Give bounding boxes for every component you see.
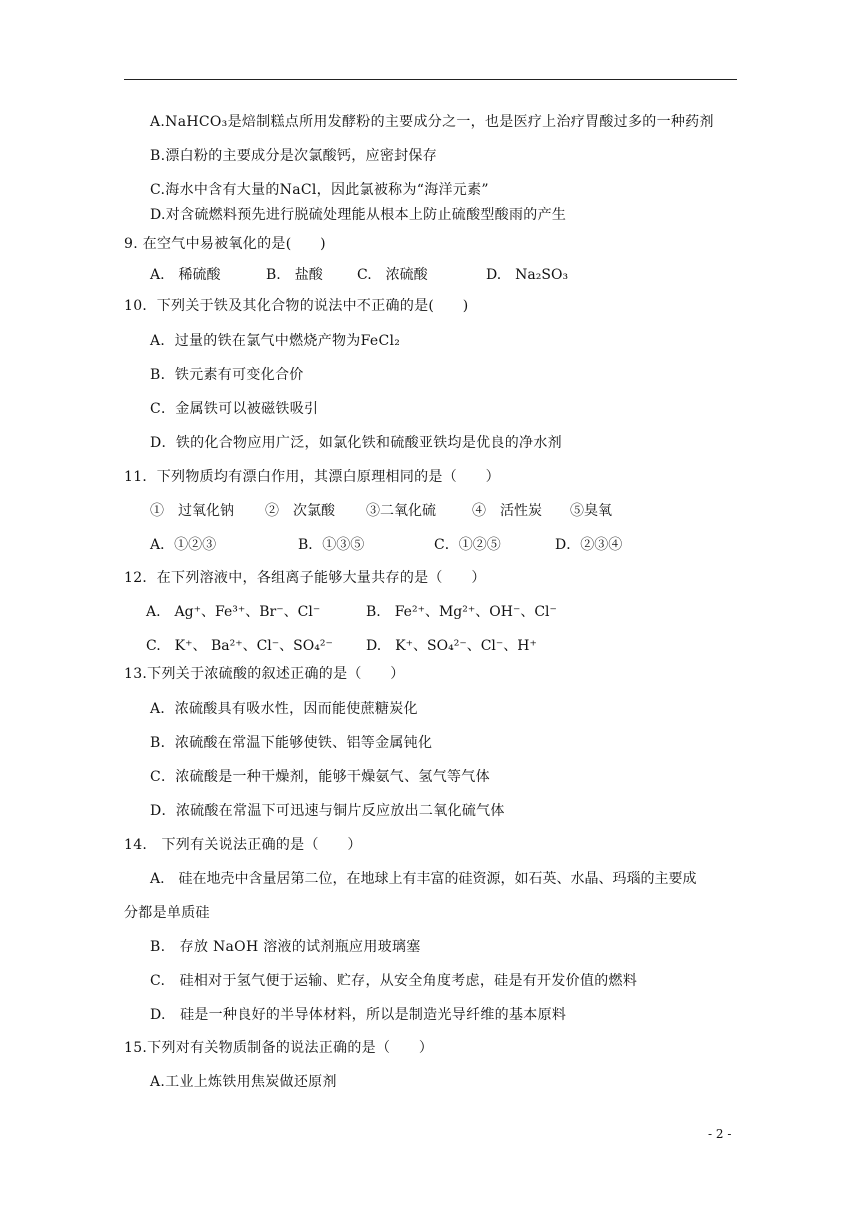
q9-option-d: D. Na₂SO₃ (486, 267, 569, 283)
q12-stem: 12．在下列溶液中，各组离子能够大量共存的是（ ） (124, 570, 486, 586)
q13-option-a: A．浓硫酸具有吸水性，因而能使蔗糖炭化 (150, 701, 418, 717)
q13-option-c: C．浓硫酸是一种干燥剂，能够干燥氨气、氢气等气体 (150, 769, 490, 785)
q10-option-d: D．铁的化合物应用广泛，如氯化铁和硫酸亚铁均是优良的净水剂 (150, 435, 562, 451)
q8-option-c: C.海水中含有大量的NaCl，因此氯被称为“海洋元素” (150, 182, 489, 198)
q11-item-3: ③二氧化硫 (366, 503, 436, 519)
q14-option-b: B. 存放 NaOH 溶液的试剂瓶应用玻璃塞 (150, 939, 421, 955)
q11-option-d: D．②③④ (555, 537, 623, 553)
q11-option-a: A．①②③ (150, 537, 217, 553)
page-number: - 2 - (708, 1127, 732, 1141)
q11-item-4: ④ 活性炭 (472, 503, 542, 519)
q12-option-c: C. K⁺、 Ba²⁺、Cl⁻、SO₄²⁻ (146, 638, 333, 654)
q11-item-1: ① 过氧化钠 (150, 503, 234, 519)
q8-option-b: B.漂白粉的主要成分是次氯酸钙，应密封保存 (150, 148, 438, 164)
q15-option-a: A.工业上炼铁用焦炭做还原剂 (150, 1074, 337, 1090)
q13-option-d: D．浓硫酸在常温下可迅速与铜片反应放出二氧化硫气体 (150, 803, 505, 819)
q10-option-a: A．过量的铁在氯气中燃烧产物为FeCl₂ (150, 333, 401, 349)
q11-item-2: ② 次氯酸 (265, 503, 335, 519)
q13-option-b: B．浓硫酸在常温下能够使铁、铝等金属钝化 (150, 735, 433, 751)
q8-option-d: D.对含硫燃料预先进行脱硫处理能从根本上防止硫酸型酸雨的产生 (150, 207, 567, 223)
q9-option-c: C. 浓硫酸 (357, 267, 428, 283)
q11-stem: 11．下列物质均有漂白作用，其漂白原理相同的是（ ） (124, 469, 500, 485)
q11-option-b: B．①③⑤ (298, 537, 365, 553)
q8-option-a: A.NaHCO₃是焙制糕点所用发酵粉的主要成分之一，也是医疗上治疗胃酸过多的一种药剂 (150, 114, 714, 130)
q14-option-a-line1: A. 硅在地壳中含量居第二位，在地球上有丰富的硅资源，如石英、水晶、玛瑙的主要成 (150, 871, 697, 887)
q14-option-d: D. 硅是一种良好的半导体材料，所以是制造光导纤维的基本原料 (150, 1007, 567, 1023)
q9-option-b: B. 盐酸 (266, 267, 323, 283)
q9-stem: 9. 在空气中易被氧化的是( ) (124, 236, 326, 252)
q12-option-b: B. Fe²⁺、Mg²⁺、OH⁻、Cl⁻ (366, 604, 557, 620)
q14-option-c: C. 硅相对于氢气便于运输、贮存，从安全角度考虑，硅是有开发价值的燃料 (150, 973, 638, 989)
header-rule (124, 79, 737, 80)
q10-option-b: B．铁元素有可变化合价 (150, 367, 304, 383)
q12-option-d: D. K⁺、SO₄²⁻、Cl⁻、H⁺ (366, 638, 537, 654)
q12-option-a: A. Ag⁺、Fe³⁺、Br⁻、Cl⁻ (146, 604, 321, 620)
q14-stem: 14. 下列有关说法正确的是（ ） (124, 837, 362, 853)
q10-stem: 10．下列关于铁及其化合物的说法中不正确的是( ) (124, 298, 469, 314)
q11-option-c: C．①②⑤ (434, 537, 501, 553)
q15-stem: 15.下列对有关物质制备的说法正确的是（ ） (124, 1040, 434, 1056)
q11-item-5: ⑤臭氧 (570, 503, 612, 519)
q9-option-a: A. 稀硫酸 (150, 267, 221, 283)
q13-stem: 13.下列关于浓硫酸的叙述正确的是（ ） (124, 666, 405, 682)
q10-option-c: C．金属铁可以被磁铁吸引 (150, 401, 319, 417)
q14-option-a-line2: 分都是单质硅 (124, 905, 210, 921)
